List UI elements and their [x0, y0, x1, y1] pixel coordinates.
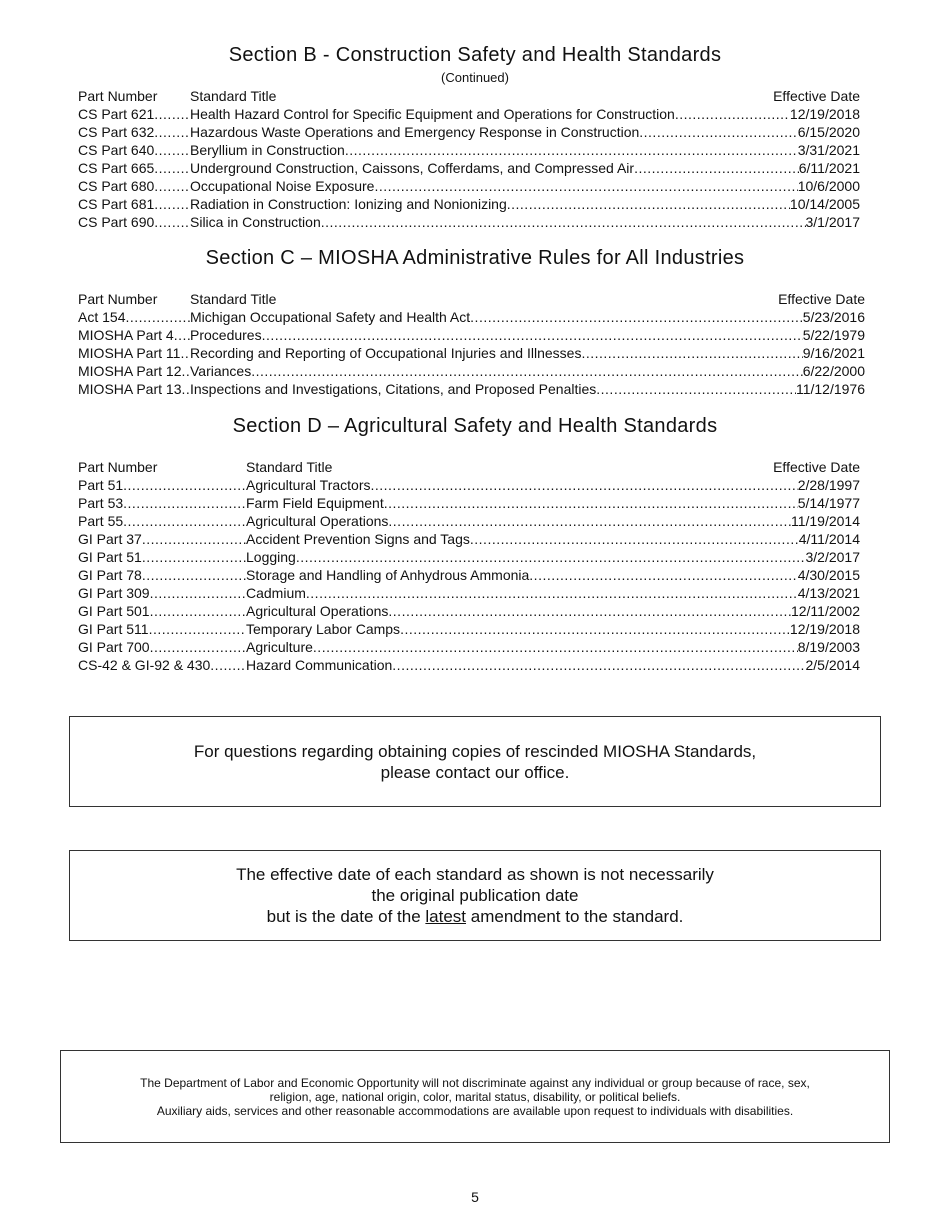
section-c-table	[78, 290, 865, 398]
table-row	[78, 344, 865, 362]
dot-leader	[388, 602, 791, 620]
dot-leader	[174, 326, 190, 344]
standard-title	[246, 512, 791, 530]
table-row	[78, 638, 860, 656]
section-d-table	[78, 458, 860, 674]
dot-leader	[154, 177, 190, 195]
standard-title-text: Hazard Communication	[246, 657, 393, 673]
notice-text: amendment to the standard.	[466, 907, 684, 926]
section-d-title: Section D – Agricultural Safety and Health Standards	[232, 415, 718, 437]
standard-title	[190, 105, 790, 123]
part-number-text: Part 51	[78, 477, 124, 493]
effective-date: 4/13/2021	[797, 585, 860, 601]
table-row	[78, 602, 860, 620]
standard-title	[246, 566, 798, 584]
effective-date: 5/23/2016	[802, 309, 865, 325]
dot-leader	[150, 638, 246, 656]
column-header-part: Part Number	[78, 88, 158, 104]
standard-title-text: Farm Field Equipment	[246, 495, 384, 511]
effective-date: 10/14/2005	[789, 196, 860, 212]
effective-date: 6/15/2020	[797, 124, 860, 140]
standard-title-text: Logging	[246, 549, 296, 565]
dot-leader	[154, 159, 190, 177]
table-row	[78, 177, 860, 195]
notice-line: The effective date of each standard as shown is not necessarily	[236, 865, 714, 884]
effective-date: 12/11/2002	[790, 603, 860, 619]
standard-title	[190, 308, 803, 326]
effective-date: 11/19/2014	[790, 513, 860, 529]
table-row	[78, 530, 860, 548]
part-number	[78, 177, 190, 195]
standard-title-text: Michigan Occupational Safety and Health Act	[190, 309, 471, 325]
standard-title	[190, 326, 803, 344]
effective-date: 5/14/1977	[797, 495, 860, 511]
part-number	[78, 141, 190, 159]
part-number	[78, 308, 190, 326]
column-header-title: Standard Title	[190, 291, 277, 307]
part-number-text: Act 154	[78, 309, 126, 325]
standard-title	[190, 380, 796, 398]
notice-line: For questions regarding obtaining copies of rescinded MIOSHA Standards,	[193, 741, 757, 761]
part-number	[78, 548, 246, 566]
dot-leader	[370, 476, 797, 494]
part-number	[78, 620, 246, 638]
dot-leader	[384, 494, 798, 512]
dot-leader	[123, 476, 246, 494]
standard-title-text: Accident Prevention Signs and Tags	[246, 531, 470, 547]
standard-title-text: Recording and Reporting of Occupational Injuries and Illnesses	[190, 345, 582, 361]
part-number	[78, 638, 246, 656]
part-number	[78, 566, 246, 584]
part-number	[78, 326, 190, 344]
dot-leader	[321, 213, 806, 231]
dot-leader	[306, 584, 798, 602]
part-number-text: MIOSHA Part 11	[78, 345, 181, 361]
dot-leader	[639, 123, 797, 141]
part-number	[78, 530, 246, 548]
effective-date: 3/1/2017	[805, 214, 860, 230]
standard-title-text: Beryllium in Construction	[190, 142, 345, 158]
part-number	[78, 380, 190, 398]
column-header-date: Effective Date	[773, 459, 860, 475]
effective-date: 3/31/2021	[797, 142, 860, 158]
dot-leader	[345, 141, 798, 159]
standard-title	[246, 638, 798, 656]
effective-date: 9/16/2021	[802, 345, 865, 361]
dot-leader	[374, 177, 797, 195]
effective-date: 4/30/2015	[797, 567, 860, 583]
standard-title-text: Storage and Handling of Anhydrous Ammonia	[246, 567, 530, 583]
standard-title	[190, 159, 799, 177]
part-number	[78, 584, 246, 602]
dot-leader	[154, 195, 190, 213]
effective-date: 2/28/1997	[797, 477, 860, 493]
part-number-text: CS Part 680	[78, 178, 155, 194]
standard-title	[246, 476, 798, 494]
table-row	[78, 141, 860, 159]
effective-date: 6/11/2021	[798, 160, 860, 176]
table-header-row	[78, 458, 860, 476]
standard-title-text: Temporary Labor Camps	[246, 621, 401, 637]
part-number	[78, 476, 246, 494]
dot-leader	[150, 584, 246, 602]
standard-title	[246, 494, 798, 512]
part-number-text: MIOSHA Part 4	[78, 327, 174, 343]
part-number-text: GI Part 78	[78, 567, 142, 583]
effective-date: 10/6/2000	[797, 178, 860, 194]
dot-leader	[181, 362, 190, 380]
part-number	[78, 602, 246, 620]
effective-date: 5/22/1979	[802, 327, 865, 343]
column-header-part: Part Number	[78, 459, 158, 475]
dot-leader	[251, 362, 802, 380]
dot-leader	[675, 105, 790, 123]
part-number	[78, 344, 190, 362]
dot-leader	[313, 638, 798, 656]
dot-leader	[529, 566, 797, 584]
standard-title	[246, 620, 790, 638]
dot-leader	[180, 344, 190, 362]
dot-leader	[470, 308, 803, 326]
part-number-text: CS Part 690	[78, 214, 155, 230]
standard-title-text: Health Hazard Control for Specific Equipment and Operations for Construction	[190, 106, 675, 122]
part-number-text: GI Part 309	[78, 585, 150, 601]
header-spacer	[332, 458, 773, 476]
part-number-text: CS Part 665	[78, 160, 155, 176]
standard-title	[190, 141, 798, 159]
table-row	[78, 326, 865, 344]
dot-leader	[181, 380, 190, 398]
part-number	[78, 213, 190, 231]
dot-leader	[154, 105, 190, 123]
effective-date: 6/22/2000	[802, 363, 865, 379]
table-row	[78, 566, 860, 584]
part-number-text: GI Part 501	[78, 603, 150, 619]
nondiscrimination-disclaimer	[60, 1050, 890, 1143]
disclaimer-line: The Department of Labor and Economic Opportunity will not discriminate against any individual or group because of race, sex,	[140, 1075, 810, 1090]
table-row	[78, 213, 860, 231]
disclaimer-line: Auxiliary aids, services and other reasonable accommodations are available upon request to individuals with disabilities.	[156, 1103, 794, 1118]
table-row	[78, 159, 860, 177]
section-b-table	[78, 87, 860, 231]
dot-leader	[581, 344, 802, 362]
standard-title	[246, 530, 799, 548]
notice-line: the original publication date	[371, 886, 579, 905]
dot-leader	[125, 308, 190, 326]
part-number-text: CS Part 681	[78, 196, 155, 212]
standard-title-text: Agriculture	[246, 639, 313, 655]
standard-title-text: Occupational Noise Exposure	[190, 178, 375, 194]
part-number	[78, 362, 190, 380]
standard-title-text: Underground Construction, Caissons, Cofferdams, and Compressed Air	[190, 160, 635, 176]
rescinded-standards-notice	[69, 716, 881, 807]
part-number	[78, 195, 190, 213]
header-spacer	[276, 87, 773, 105]
part-number	[78, 159, 190, 177]
section-c-title: Section C – MIOSHA Administrative Rules for All Industries	[205, 247, 745, 269]
part-number-text: GI Part 37	[78, 531, 142, 547]
dot-leader	[142, 566, 246, 584]
disclaimer-line: religion, age, national origin, color, marital status, disability, or political beliefs.	[269, 1089, 681, 1104]
notice-text: but is the date of the	[266, 907, 426, 926]
dot-leader	[142, 548, 246, 566]
column-header-date: Effective Date	[778, 291, 865, 307]
table-row	[78, 123, 860, 141]
table-row	[78, 195, 860, 213]
standard-title-text: Agricultural Tractors	[246, 477, 371, 493]
dot-leader	[507, 195, 790, 213]
standard-title	[246, 602, 791, 620]
dot-leader	[123, 494, 246, 512]
dot-leader	[262, 326, 803, 344]
table-header-row	[78, 87, 860, 105]
column-header-title: Standard Title	[190, 88, 277, 104]
part-number-text: MIOSHA Part 13	[78, 381, 182, 397]
dot-leader	[123, 512, 246, 530]
part-number	[78, 105, 190, 123]
table-row	[78, 380, 865, 398]
part-number	[78, 494, 246, 512]
table-row	[78, 548, 860, 566]
standard-title-text: Radiation in Construction: Ionizing and Nonionizing	[190, 196, 507, 212]
dot-leader	[634, 159, 799, 177]
standard-title-text: Agricultural Operations	[246, 603, 389, 619]
part-number-text: CS Part 640	[78, 142, 155, 158]
table-row	[78, 620, 860, 638]
effective-date: 3/2/2017	[805, 549, 860, 565]
standard-title-text: Agricultural Operations	[246, 513, 389, 529]
table-row	[78, 512, 860, 530]
standard-title-text: Hazardous Waste Operations and Emergency Response in Construction	[190, 124, 640, 140]
effective-date: 8/19/2003	[797, 639, 860, 655]
table-row	[78, 308, 865, 326]
effective-date-notice	[69, 850, 881, 941]
part-number-text: GI Part 51	[78, 549, 142, 565]
standard-title-text: Silica in Construction	[190, 214, 321, 230]
standard-title-text: Variances	[190, 363, 252, 379]
effective-date: 2/5/2014	[805, 657, 860, 673]
part-number-text: CS Part 632	[78, 124, 155, 140]
section-b-subtitle: (Continued)	[441, 70, 509, 85]
dot-leader	[142, 530, 246, 548]
dot-leader	[392, 656, 805, 674]
dot-leader	[154, 141, 190, 159]
dot-leader	[210, 656, 246, 674]
standard-title-text: Cadmium	[246, 585, 306, 601]
standard-title	[190, 177, 798, 195]
part-number-text: GI Part 700	[78, 639, 150, 655]
standard-title	[246, 548, 806, 566]
notice-emphasis: latest	[425, 907, 467, 926]
column-header-part: Part Number	[78, 291, 158, 307]
part-number-text: CS-42 & GI-92 & 430	[78, 657, 211, 673]
table-row	[78, 362, 865, 380]
table-header-row	[78, 290, 865, 308]
part-number-text: Part 55	[78, 513, 124, 529]
part-number-text: GI Part 511	[78, 621, 149, 637]
table-row	[78, 476, 860, 494]
dot-leader	[296, 548, 806, 566]
section-b-title: Section B - Construction Safety and Health Standards	[228, 44, 722, 66]
dot-leader	[154, 123, 190, 141]
effective-date: 12/19/2018	[789, 621, 860, 637]
part-number-text: CS Part 621	[78, 106, 155, 122]
dot-leader	[470, 530, 799, 548]
standard-title	[246, 656, 806, 674]
standard-title-text: Procedures	[190, 327, 262, 343]
effective-date: 12/19/2018	[789, 106, 860, 122]
effective-date: 11/12/1976	[795, 381, 865, 397]
standard-title	[190, 195, 790, 213]
table-row	[78, 105, 860, 123]
table-row	[78, 494, 860, 512]
table-row	[78, 584, 860, 602]
dot-leader	[150, 602, 246, 620]
part-number	[78, 656, 246, 674]
column-header-date: Effective Date	[773, 88, 860, 104]
notice-line	[70, 906, 880, 927]
dot-leader	[388, 512, 791, 530]
header-spacer	[276, 290, 778, 308]
table-row	[78, 656, 860, 674]
effective-date: 4/11/2014	[798, 531, 860, 547]
dot-leader	[149, 620, 246, 638]
part-number	[78, 512, 246, 530]
column-header-title: Standard Title	[246, 459, 333, 475]
part-number-text: MIOSHA Part 12	[78, 363, 182, 379]
standard-title-text: Inspections and Investigations, Citations, and Proposed Penalties	[190, 381, 597, 397]
standard-title	[190, 362, 803, 380]
standard-title	[190, 213, 806, 231]
notice-line: please contact our office.	[380, 762, 570, 782]
dot-leader	[400, 620, 790, 638]
dot-leader	[596, 380, 796, 398]
dot-leader	[154, 213, 190, 231]
part-number	[78, 123, 190, 141]
part-number-text: Part 53	[78, 495, 124, 511]
standard-title	[190, 123, 798, 141]
standard-title	[246, 584, 798, 602]
standard-title	[190, 344, 803, 362]
page-number: 5	[471, 1189, 479, 1205]
